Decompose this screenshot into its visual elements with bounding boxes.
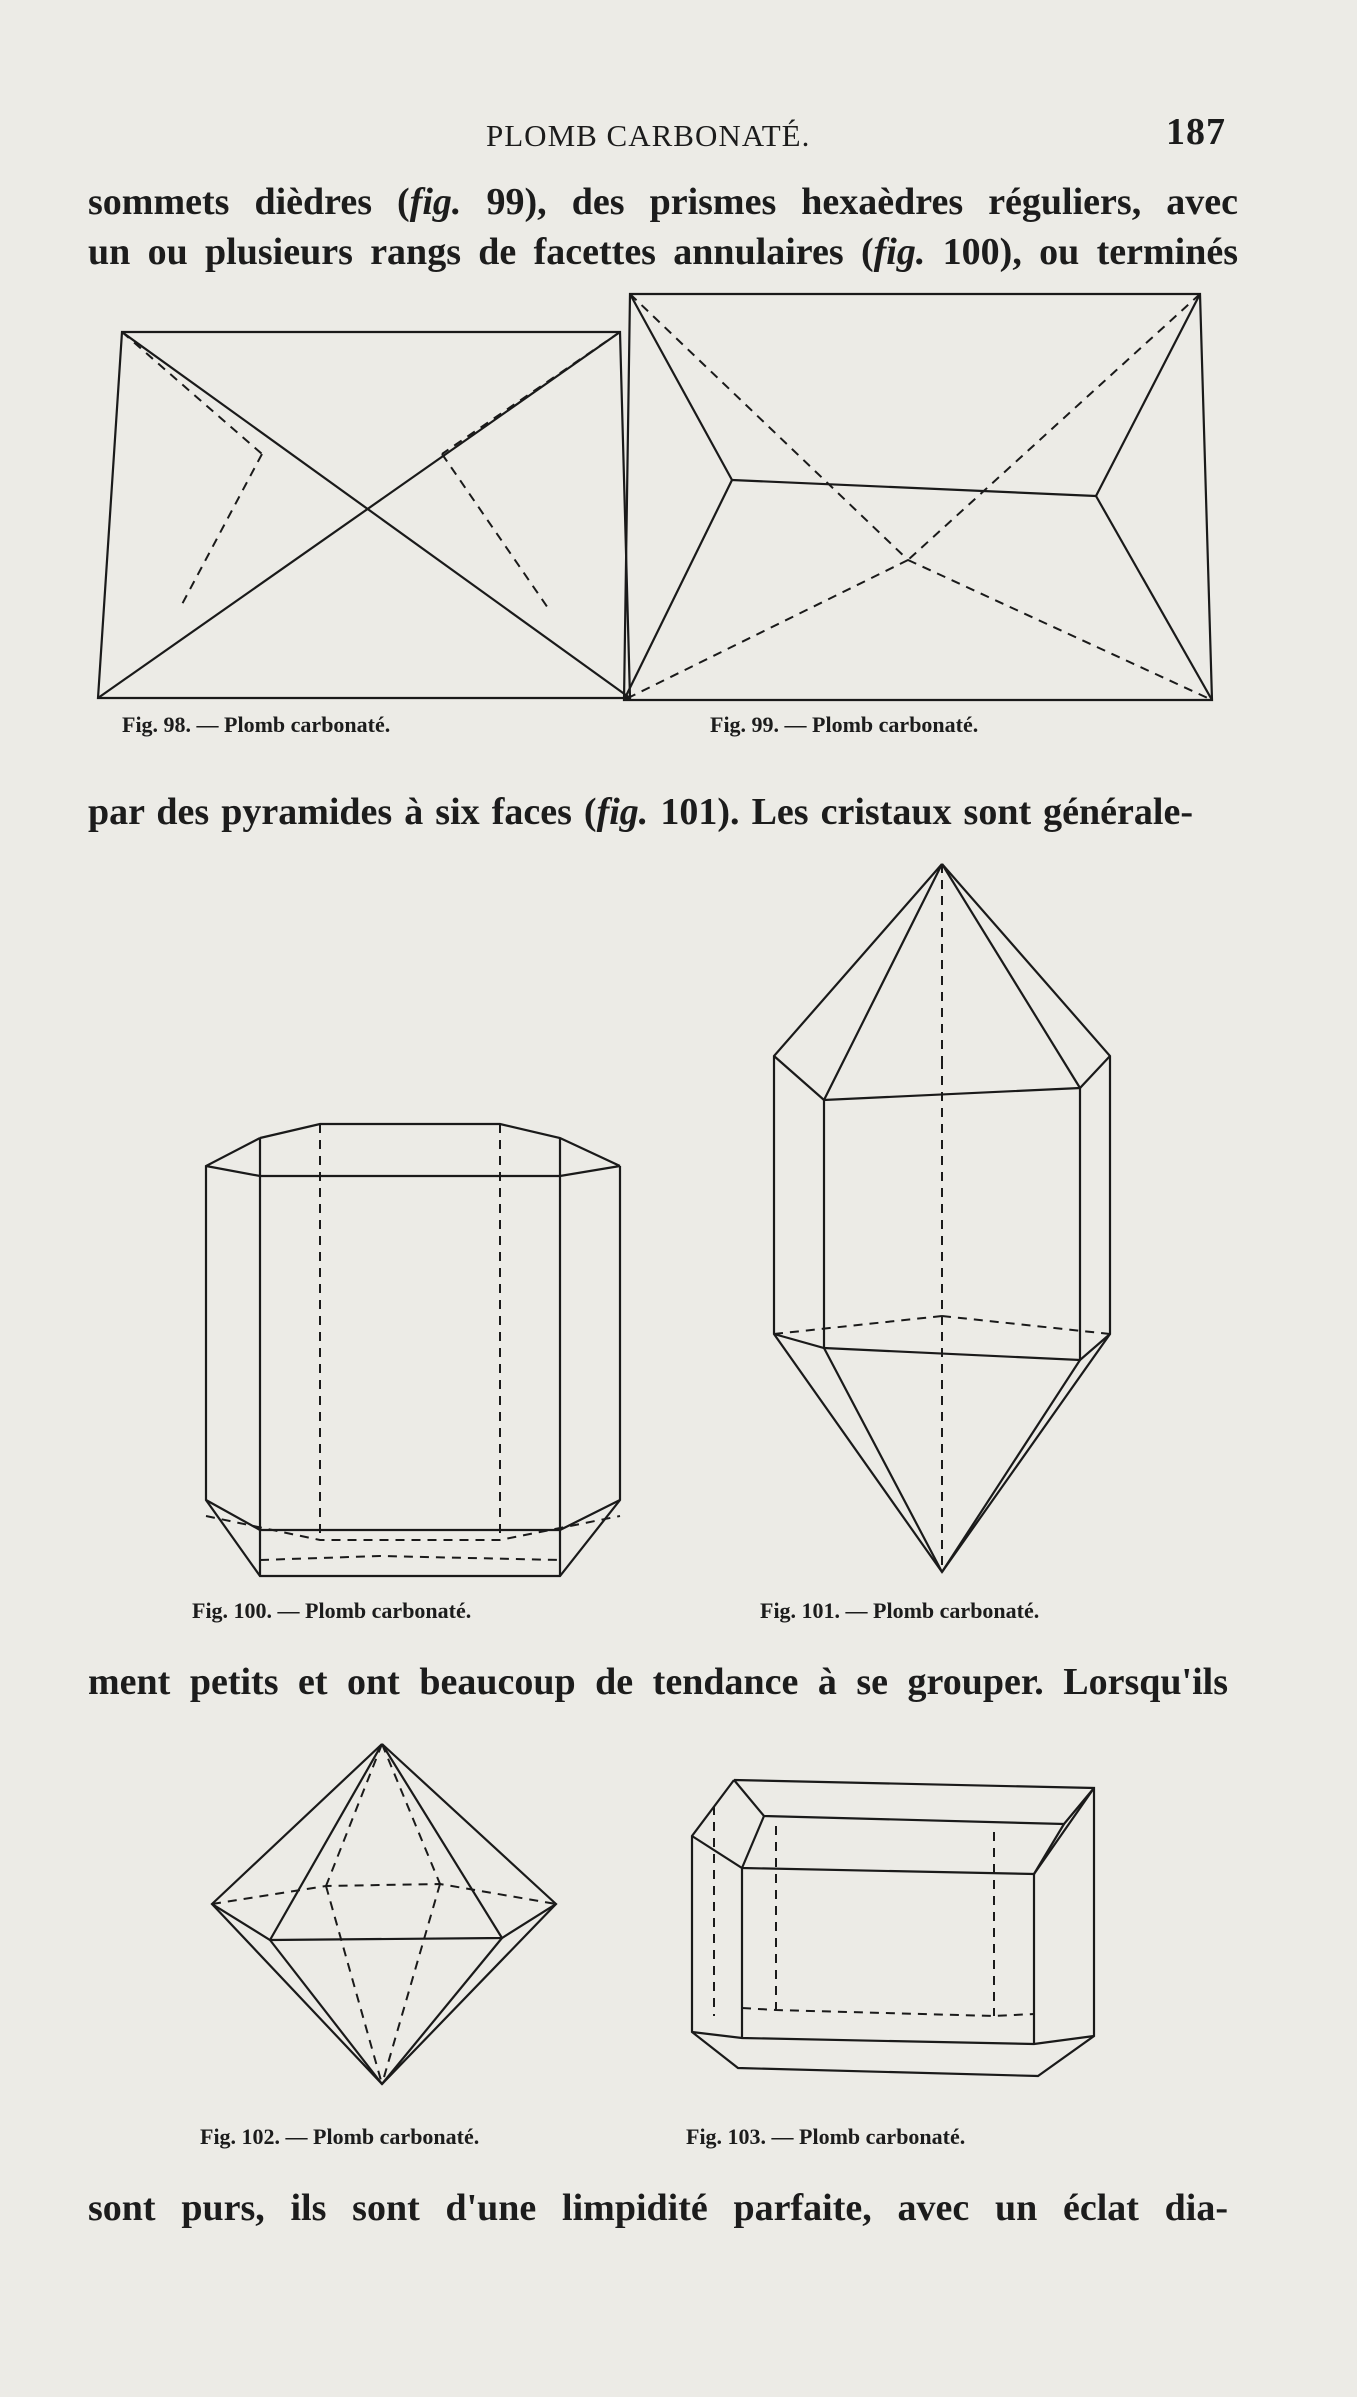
crystal-drawing-100 — [200, 1120, 640, 1590]
text-segment: 100), ou terminés — [925, 231, 1238, 273]
text-line-2 — [88, 226, 1238, 278]
figure-98 — [92, 326, 652, 706]
crystal-drawing-98 — [92, 326, 652, 706]
text-line-4 — [88, 1656, 1228, 1708]
page-header — [96, 110, 1226, 160]
caption-fig-101: Fig. 101. — Plomb carbonaté. — [760, 1598, 1040, 1623]
figure-99 — [618, 290, 1234, 710]
fig-ref: fig. — [409, 181, 462, 223]
caption-fig-99: Fig. 99. — Plomb carbonaté. — [710, 712, 979, 737]
fig-ref: fig. — [873, 231, 926, 273]
crystal-drawing-101 — [770, 860, 1130, 1580]
fig-ref: fig. — [596, 791, 649, 833]
text-line-5 — [88, 2182, 1228, 2234]
text-segment: 101). Les cristaux sont générale- — [648, 791, 1193, 833]
caption-fig-100: Fig. 100. — Plomb carbonaté. — [192, 1598, 472, 1623]
text-segment: sommets dièdres ( — [88, 181, 410, 223]
figure-101 — [770, 860, 1130, 1580]
crystal-drawing-99 — [618, 290, 1234, 710]
text-segment: 99), des prismes hexaèdres réguliers, avec — [461, 181, 1238, 223]
text-segment: ment petits et ont beaucoup de tendance à se grouper. Lorsqu'ils — [88, 1661, 1228, 1703]
caption-fig-98: Fig. 98. — Plomb carbonaté. — [122, 712, 391, 737]
text-segment: par des pyramides à six faces ( — [88, 791, 597, 833]
figure-103 — [684, 1776, 1104, 2096]
caption-fig-103: Fig. 103. — Plomb carbonaté. — [686, 2124, 966, 2149]
crystal-drawing-103 — [684, 1776, 1104, 2096]
running-title: PLOMB CARBONATÉ. — [486, 118, 811, 153]
text-line-1 — [88, 176, 1238, 228]
page-number: 187 — [1166, 111, 1226, 153]
figure-102 — [206, 1740, 566, 2090]
crystal-drawing-102 — [206, 1740, 566, 2090]
text-segment: sont purs, ils sont d'une limpidité parfaite, avec un éclat dia- — [88, 2187, 1228, 2229]
caption-fig-102: Fig. 102. — Plomb carbonaté. — [200, 2124, 480, 2149]
figure-100 — [200, 1120, 640, 1590]
text-segment: un ou plusieurs rangs de facettes annulaires ( — [88, 231, 874, 273]
text-line-3 — [88, 786, 1193, 838]
